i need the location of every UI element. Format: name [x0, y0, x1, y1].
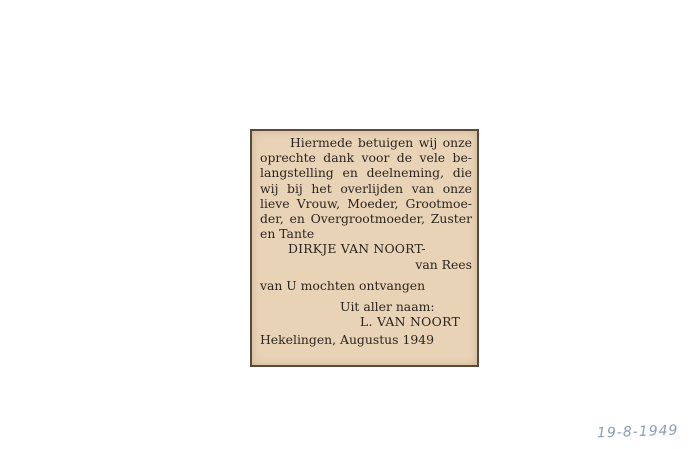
- on-behalf-line: Uit aller naam:: [340, 298, 435, 314]
- handwritten-date: 19-8-1949: [596, 422, 679, 442]
- notice-line: wij bij het overlijden van onze: [260, 180, 472, 196]
- deceased-name: DIRKJE VAN NOORT-: [288, 241, 426, 257]
- received-line: van U mochten ontvangen: [260, 277, 426, 293]
- notice-line: Hiermede betuigen wij onze: [290, 135, 472, 150]
- notice-line: lieve Vrouw, Moeder, Grootmoe-: [260, 195, 472, 211]
- place-date-line: Hekelingen, Augustus 1949: [260, 332, 434, 348]
- deceased-maiden-name: van Rees: [415, 256, 472, 272]
- newspaper-clipping: [250, 129, 479, 367]
- notice-line: der, en Overgrootmoeder, Zuster: [260, 210, 472, 226]
- notice-line: en Tante: [260, 226, 315, 242]
- notice-line: oprechte dank voor de vele be-: [260, 150, 472, 166]
- notice-line: langstelling en deelneming, die: [260, 165, 472, 181]
- notice-text: [260, 135, 472, 347]
- signatory-name: L. VAN NOORT: [360, 314, 461, 330]
